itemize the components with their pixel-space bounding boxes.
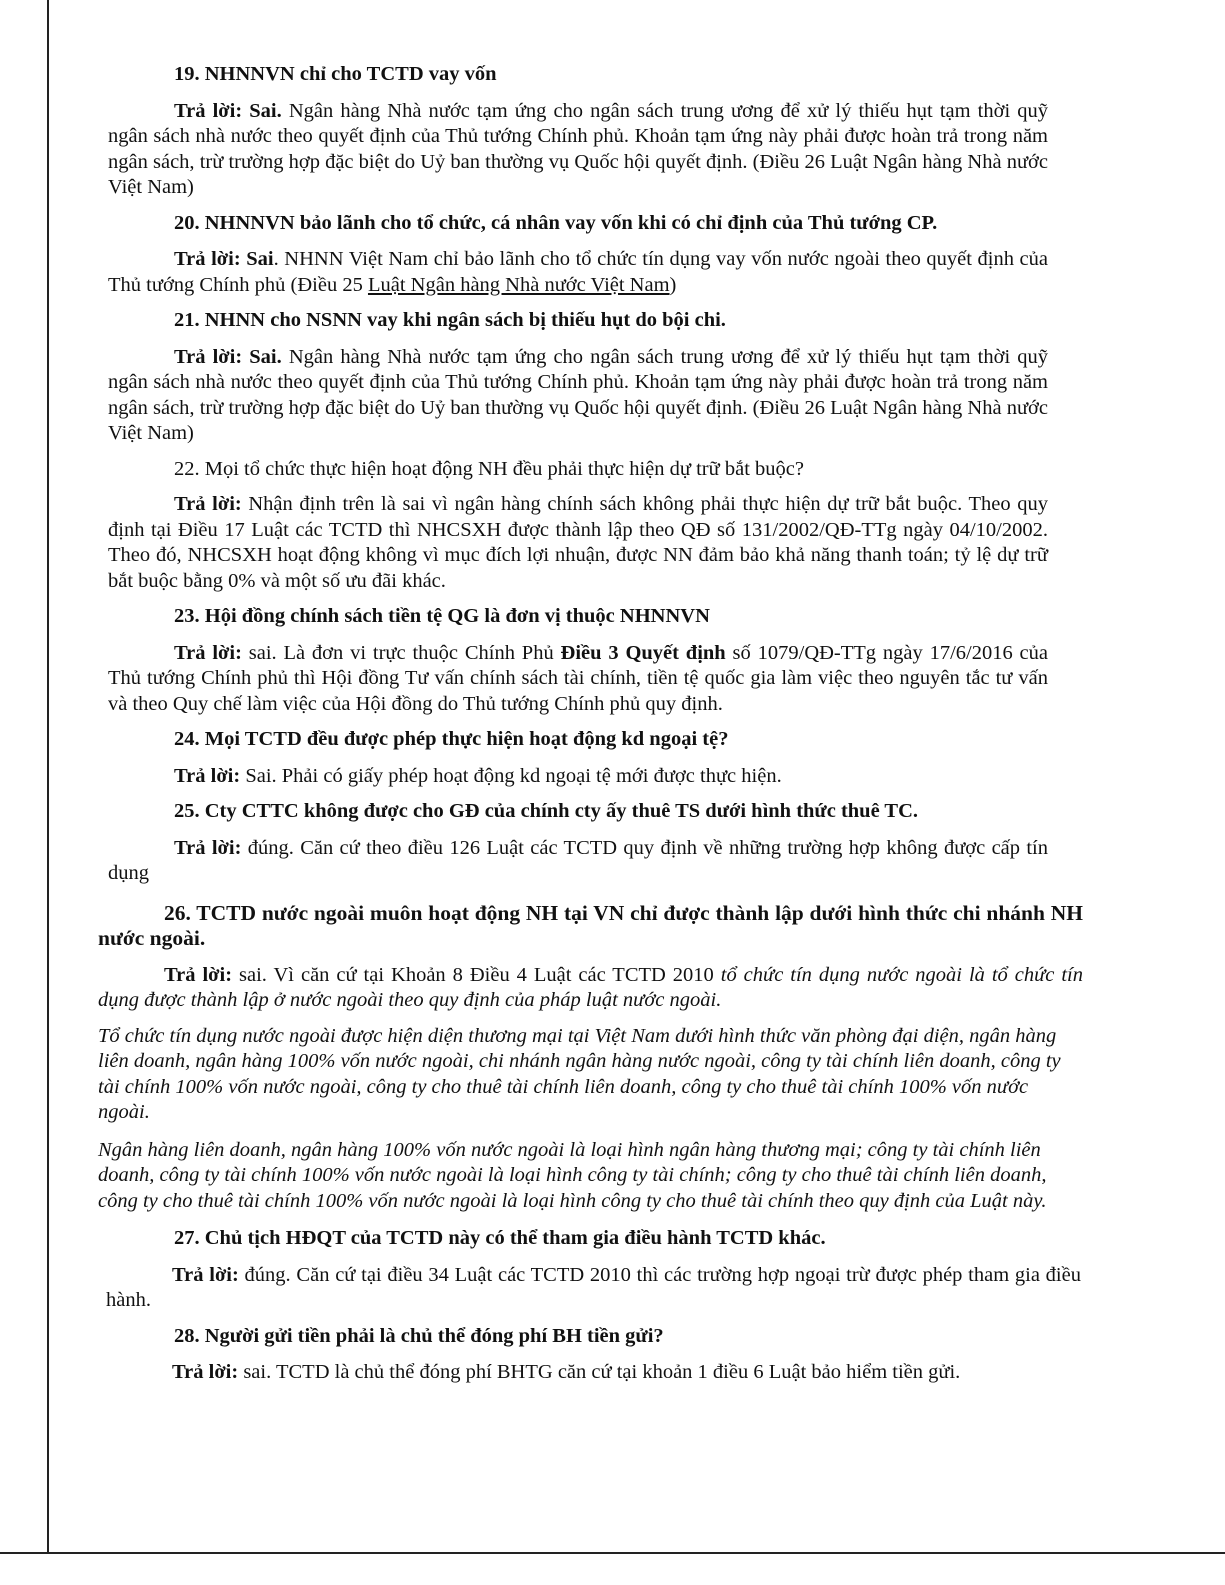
quoted-definition: tổ chức tín dụng nước ngoài là tổ chức tín dụng được thành lập ở nước ngoài theo quy định của pháp luật nước ngoài. [98, 963, 1083, 1011]
legal-reference: Điều 3 Quyết định [560, 641, 726, 664]
question-21: 21. NHNN cho NSNN vay khi ngân sách bị thiếu hụt do bội chi. [174, 309, 726, 331]
answer-23 [108, 641, 1048, 718]
answer-27 [106, 1263, 1081, 1314]
answer-26 [98, 963, 1083, 1014]
answer-25 [108, 836, 1048, 887]
question-20: 20. NHNNVN bảo lãnh cho tổ chức, cá nhân vay vốn khi có chỉ định của Thủ tướng CP. [174, 211, 938, 234]
answer-text: Ngân hàng Nhà nước tạm ứng cho ngân sách trung ương để xử lý thiếu hụt tạm thời quỹ ngân sách nhà nước theo quyết định của Thủ tướng Chính phủ. Khoản tạm ứng này phải được hoàn trả trong năm ngân sách, trừ trường hợp đặc biệt do Uỷ ban thường vụ Quốc hội quyết định. (Điều 26 Luật Ngân hàng Nhà nước Việt Nam) [108, 345, 1048, 444]
left-margin-rule [47, 0, 49, 1552]
answer-label: Trả lời: Sai. [174, 345, 282, 368]
answer-text: . NHNN Việt Nam chỉ bảo lãnh cho tổ chức tín dụng vay vốn nước ngoài theo quyết định của Thủ tướng Chính phủ (Điều 25 [108, 248, 1048, 296]
answer-label: Trả lời: Sai. [174, 99, 282, 122]
answer-20 [108, 247, 1048, 298]
question-19: 19. NHNNVN chỉ cho TCTD vay vốn [174, 63, 497, 85]
answer-text-cont: số 1079/QĐ-TTg ngày 17/6/2016 của Thủ tướng Chính phủ thì Hội đồng Tư vấn chính sách tài chính, tiền tệ quốc gia làm việc theo nguyên tắc tư vấn và theo Quy chế làm việc của Hội đồng do Thủ tướng Chính phủ quy định. [108, 641, 1048, 715]
answer-label: Trả lời: [174, 641, 242, 664]
answer-label: Trả lời: [164, 963, 233, 986]
question-25: 25. Cty CTTC không được cho GĐ của chính cty ấy thuê TS dưới hình thức thuê TC. [174, 800, 919, 822]
quoted-paragraph-3: Ngân hàng liên doanh, ngân hàng 100% vốn nước ngoài là loại hình ngân hàng thương mại; công ty tài chính liên doanh, công ty tài chính 100% vốn nước ngoài là loại hình công ty tài chính; công ty cho thuê tài chính liên doanh, công ty cho thuê tài chính 100% vốn nước ngoài là loại hình công ty cho thuê tài chính theo quy định của Luật này. [98, 1138, 1047, 1212]
answer-text: Sai. Phải có giấy phép hoạt động kd ngoại tệ mới được thực hiện. [240, 764, 782, 787]
answer-19 [108, 99, 1048, 201]
answer-label: Trả lời: [172, 1361, 239, 1383]
question-23: 23. Hội đồng chính sách tiền tệ QG là đơn vị thuộc NHNNVN [174, 605, 710, 627]
question-27: 27. Chủ tịch HĐQT của TCTD này có thể tham gia điều hành TCTD khác. [174, 1227, 826, 1249]
answer-label: Trả lời: Sai [174, 248, 274, 270]
bottom-margin-rule [0, 1552, 1225, 1554]
answer-label: Trả lời: [172, 1263, 239, 1286]
answer-22 [108, 492, 1048, 594]
answer-21 [108, 345, 1048, 447]
answer-28 [106, 1360, 1081, 1386]
question-24: 24. Mọi TCTD đều được phép thực hiện hoạt động kd ngoại tệ? [174, 728, 729, 750]
answer-text: sai. Là đơn vi trực thuộc Chính Phủ [241, 641, 561, 664]
answer-24 [108, 764, 1048, 790]
answer-label: Trả lời: [174, 836, 242, 859]
answer-tail: ) [669, 273, 677, 296]
quoted-paragraph-2: Tổ chức tín dụng nước ngoài được hiện diện thương mại tại Việt Nam dưới hình thức văn phòng đại diện, ngân hàng liên doanh, ngân hàng 100% vốn nước ngoài, chi nhánh ngân hàng nước ngoài, công ty tài chính liên doanh, công ty tài chính 100% vốn nước ngoài, công ty cho thuê tài chính liên doanh, công ty cho thuê tài chính 100% vốn nước ngoài. [98, 1024, 1061, 1123]
answer-label: Trả lời: [174, 493, 242, 515]
answer-text: sai. Vì căn cứ tại Khoản 8 Điều 4 Luật các TCTD 2010 [232, 963, 721, 986]
document-page [98, 62, 1083, 1396]
question-22: 22. Mọi tổ chức thực hiện hoạt động NH đều phải thực hiện dự trữ bắt buộc? [174, 457, 804, 480]
answer-label: Trả lời: [174, 764, 241, 787]
answer-text: đúng. Căn cứ tại điều 34 Luật các TCTD 2010 thì các trường hợp ngoại trừ được phép tham gia điều hành. [106, 1263, 1081, 1311]
answer-text: sai. TCTD là chủ thể đóng phí BHTG căn cứ tại khoản 1 điều 6 Luật bảo hiểm tiền gửi. [238, 1361, 961, 1383]
answer-text: Ngân hàng Nhà nước tạm ứng cho ngân sách trung ương để xử lý thiếu hụt tạm thời quỹ ngân sách nhà nước theo quyết định của Thủ tướng Chính phủ. Khoản tạm ứng này phải được hoàn trả trong năm ngân sách, trừ trường hợp đặc biệt do Uỷ ban thường vụ Quốc hội quyết định. (Điều 26 Luật Ngân hàng Nhà nước Việt Nam) [108, 99, 1048, 198]
answer-text: đúng. Căn cứ theo điều 126 Luật các TCTD quy định về những trường hợp không được cấp tín dụng [108, 836, 1048, 884]
question-28: 28. Người gửi tiền phải là chủ thể đóng phí BH tiền gửi? [174, 1324, 664, 1347]
law-link[interactable]: Luật Ngân hàng Nhà nước Việt Nam [367, 273, 670, 296]
question-26: 26. TCTD nước ngoài muôn hoạt động NH tại VN chỉ được thành lập dưới hình thức chi nhánh NH nước ngoài. [98, 900, 1083, 950]
answer-text: Nhận định trên là sai vì ngân hàng chính sách không phải thực hiện dự trữ bắt buộc. Theo quy định tại Điều 17 Luật các TCTD thì NHCSXH được thành lập theo QĐ số 131/2002/QĐ-TTg ngày 04/10/2002. Theo đó, NHCSXH hoạt động không vì mục đích lợi nhuận, được NN đảm bảo khả năng thanh toán; tỷ lệ dự trữ bắt buộc bằng 0% và một số ưu đãi khác. [108, 493, 1048, 592]
